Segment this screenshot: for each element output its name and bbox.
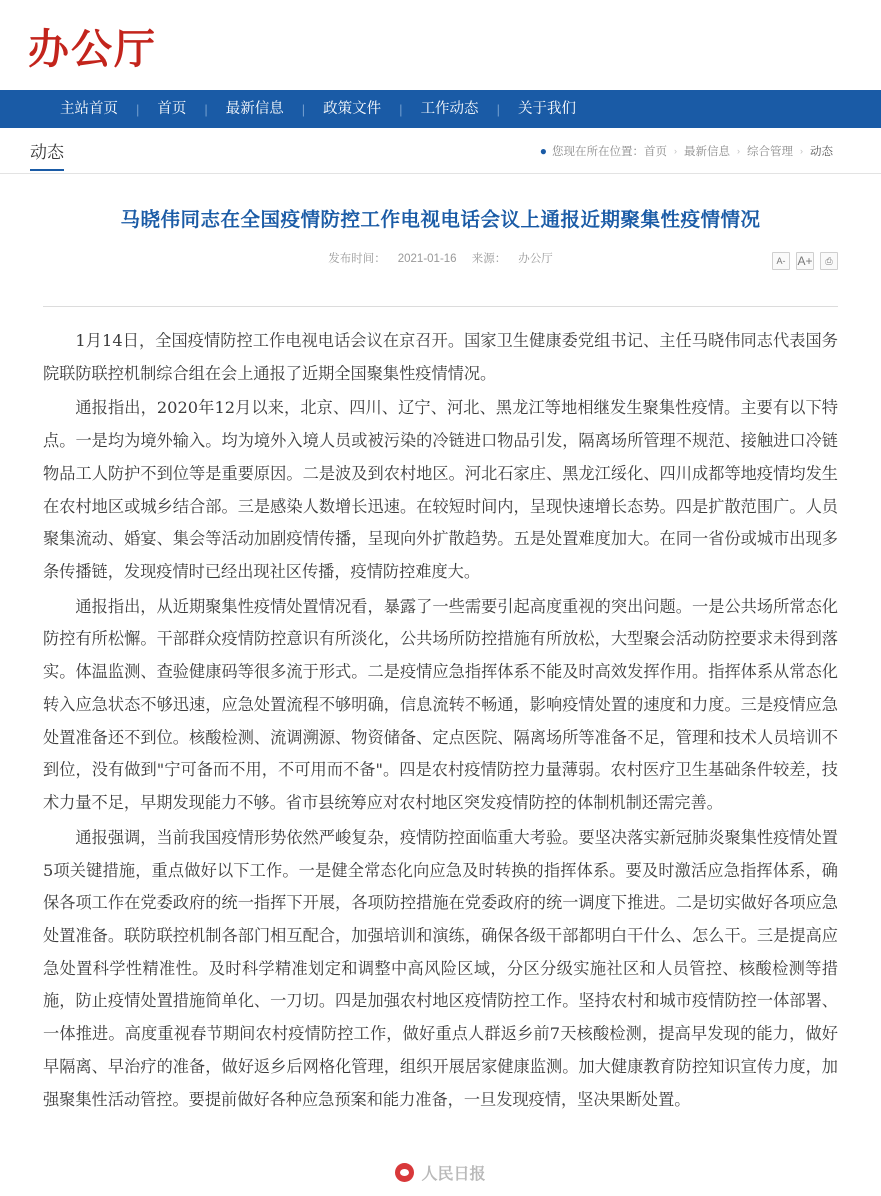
article-title: 马晓伟同志在全国疫情防控工作电视电话会议上通报近期聚集性疫情情况: [120, 209, 761, 231]
font-decrease-button[interactable]: A-: [772, 252, 790, 270]
breadcrumb-bar: [0, 128, 881, 174]
article-tools: [772, 252, 838, 270]
article-meta: [43, 250, 838, 266]
breadcrumb-item-0[interactable]: 首页: [644, 145, 667, 158]
breadcrumb-prefix: 您现在所在位置：: [552, 145, 644, 158]
breadcrumb-item-2[interactable]: 综合管理: [747, 145, 793, 158]
watermark-text: 人民日报: [421, 1163, 486, 1183]
print-icon[interactable]: ⎙: [820, 252, 838, 270]
breadcrumb-item-1[interactable]: 最新信息: [684, 145, 730, 158]
nav-item-4[interactable]: 工作动态: [420, 101, 479, 117]
site-logo[interactable]: 办公厅: [28, 24, 157, 73]
article-paragraph-3: 通报强调，当前我国疫情形势依然严峻复杂，疫情防控面临重大考验。要坚决落实新冠肺炎聚集性疫情处置5项关键措施，重点做好以下工作。一是健全常态化向应急及时转换的指挥体系。要及时激活应急指挥体系，确保各项工作在党委政府的统一指挥下开展，各项防控措施在党委政府的统一调度下推进。二是切实做好各项应急处置准备。联防联控机制各部门相互配合，加强培训和演练，确保各级干部都明白干什么、怎么干。三是提高应急处置科学性精准性。及时科学精准划定和调整中高风险区域，分区分级实施社区和人员管控、核酸检测等措施，防止疫情处置措施简单化、一刀切。四是加强农村地区疫情防控工作。坚持农村和城市疫情防控一体部署、一体推进。高度重视春节期间农村疫情防控工作，做好重点人群返乡前7天核酸检测，提高早发现的能力，做好早隔离、早治疗的准备，做好返乡后网格化管理，组织开展居家健康监测。加大健康教育防控知识宣传力度，加强聚集性活动管控。要提前做好各种应急预案和能力准备，一旦发现疫情，坚决果断处置。: [43, 827, 838, 1109]
publish-time-label: 发布时间：: [328, 253, 386, 265]
article-paragraph-0: 1月14日，全国疫情防控工作电视电话会议在京召开。国家卫生健康委党组书记、主任马晓伟同志代表国务院联防联控机制综合组在会上通报了近期全国聚集性疫情情况。: [43, 331, 838, 383]
article-paragraph-2: 通报指出，从近期聚集性疫情处置情况看，暴露了一些需要引起高度重视的突出问题。一是公共场所常态化防控有所松懈。干部群众疫情防控意识有所淡化，公共场所防控措施有所放松，大型聚会活动防控要求未得到落实。体温监测、查验健康码等很多流于形式。二是疫情应急指挥体系不能及时高效发挥作用。指挥体系从常态化转入应急状态不够迅速，应急处置流程不够明确，信息流转不畅通，影响疫情处置的速度和力度。三是疫情应急处置准备还不到位。核酸检测、流调溯源、物资储备、定点医院、隔离场所等准备不足，管理和技术人员培训不到位，没有做到"宁可备而不用，不可用而不备"。四是农村疫情防控力量薄弱。农村医疗卫生基础条件较差，技术力量不足，早期发现能力不够。省市县统筹应对农村地区突发疫情防控的体制机制还需完善。: [43, 596, 838, 813]
site-header: [0, 0, 881, 90]
nav-item-5[interactable]: 关于我们: [517, 101, 576, 117]
breadcrumb-separator: ›: [674, 145, 677, 156]
nav-item-3[interactable]: 政策文件: [323, 101, 382, 117]
article-body: [43, 325, 838, 1116]
source-label: 来源：: [471, 253, 507, 265]
publish-time-value: 2021-01-16: [397, 253, 457, 265]
footer-watermark: [0, 1148, 881, 1196]
nav-separator: |: [136, 101, 140, 117]
nav-separator: |: [496, 101, 500, 117]
article: [43, 174, 838, 1116]
nav-item-0[interactable]: 主站首页: [60, 101, 118, 117]
nav-separator: |: [399, 101, 403, 117]
article-paragraph-1: 通报指出，2020年12月以来，北京、四川、辽宁、河北、黑龙江等地相继发生聚集性疫情。主要有以下特点。一是均为境外输入。均为境外入境人员或被污染的冷链进口物品引发，隔离场所管理不规范、接触进口冷链物品工人防护不到位等是重要原因。二是波及到农村地区。河北石家庄、黑龙江绥化、四川成都等地疫情均发生在农村地区或城乡结合部。三是感染人数增长迅速。在较短时间内，呈现快速增长态势。四是扩散范围广。人员聚集流动、婚宴、集会等活动加剧疫情传播，呈现向外扩散趋势。五是处置难度加大。在同一省份或城市出现多条传播链，发现疫情时已经出现社区传播，疫情防控难度大。: [43, 398, 838, 582]
breadcrumb-separator: ›: [800, 145, 803, 156]
nav-item-1[interactable]: 首页: [157, 101, 187, 117]
article-container: [0, 174, 881, 1148]
breadcrumb-item-current: 动态: [810, 145, 833, 158]
nav-item-2[interactable]: 最新信息: [225, 101, 284, 117]
nav-separator: |: [204, 101, 208, 117]
breadcrumb: [540, 143, 833, 159]
article-divider: [43, 306, 838, 307]
source-value: 办公厅: [518, 253, 553, 265]
nav-separator: |: [301, 101, 306, 117]
location-pin-icon: ●: [539, 143, 547, 158]
weibo-icon: [395, 1163, 414, 1182]
main-navigation: [0, 90, 881, 128]
page-title: 动态: [30, 138, 64, 171]
breadcrumb-separator: ›: [737, 145, 740, 156]
font-increase-button[interactable]: A+: [797, 254, 813, 268]
